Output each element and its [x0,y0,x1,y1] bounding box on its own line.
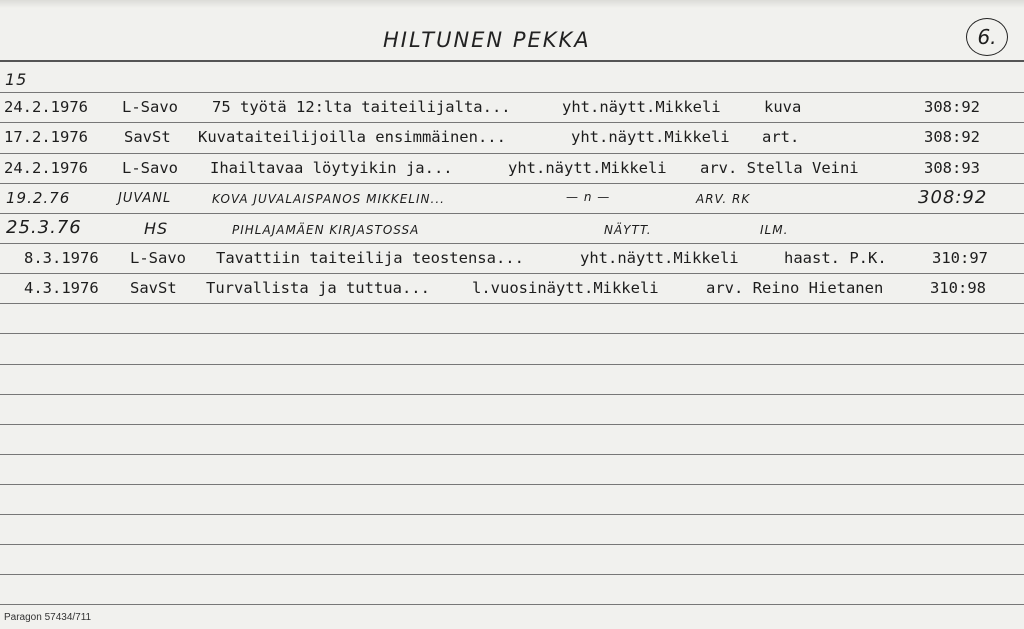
entry-date: 25.3.76 [6,217,82,238]
entry-source: SavSt [124,128,171,146]
rule-line [0,424,1024,425]
rule-line [0,454,1024,455]
rule-line [0,333,1024,334]
entry-source: L-Savo [130,249,186,267]
entry-code: 310:98 [930,279,986,297]
rule-line [0,394,1024,395]
entry-date: 19.2.76 [6,189,71,207]
entry-place: l.vuosinäytt.Mikkeli [472,279,659,297]
entry-note: arv. Stella Veini [700,159,859,177]
entry-title: Tavattiin taiteilija teostensa... [216,249,524,267]
entry-date: 17.2.1976 [4,128,88,146]
entry-source: L-Savo [122,98,178,116]
entry-place: NÄYTT. [604,223,652,237]
entry-row [0,153,1024,183]
entry-row [0,273,1024,303]
entry-date: 4.3.1976 [24,279,99,297]
rule-line [0,484,1024,485]
rule-line [0,544,1024,545]
entry-date: 24.2.1976 [4,98,88,116]
entry-code: 310:97 [932,249,988,267]
header-rule [0,60,1024,62]
entry-source: L-Savo [122,159,178,177]
entry-title: 75 työtä 12:lta taiteilijalta... [212,98,511,116]
rule-line [0,604,1024,605]
entry-row [0,92,1024,122]
card-marker: 15 [5,70,28,89]
rule-line [0,364,1024,365]
entry-note: kuva [764,98,802,116]
entry-date: 24.2.1976 [4,159,88,177]
entry-date: 8.3.1976 [24,249,99,267]
entry-row [0,122,1024,152]
page-number-circle: 6. [966,18,1008,56]
card-footer: Paragon 57434/711 [4,612,92,623]
entry-title: PIHLAJAMÄEN KIRJASTOSSA [232,223,420,237]
entry-place: yht.näytt.Mikkeli [571,128,730,146]
entry-title: Ihailtavaa löytyikin ja... [210,159,453,177]
entry-row-handwritten [0,183,1024,213]
entry-code: 308:92 [924,128,980,146]
entry-place: yht.näytt.Mikkeli [562,98,721,116]
entry-note: art. [762,128,800,146]
entry-source: SavSt [130,279,177,297]
entry-row [0,243,1024,273]
entry-note: ILM. [760,223,789,237]
entry-note: haast. P.K. [784,249,887,267]
entry-title: Turvallista ja tuttua... [206,279,430,297]
entry-note: ARV. RK [696,192,751,206]
card-name: HILTUNEN PEKKA [383,28,591,52]
entry-place: yht.näytt.Mikkeli [508,159,667,177]
rule-line [0,574,1024,575]
entry-place: yht.näytt.Mikkeli [580,249,739,267]
entry-title: Kuvataiteilijoilla ensimmäinen... [198,128,506,146]
entry-place: — n — [566,190,611,204]
rule-line [0,514,1024,515]
entry-row-handwritten [0,213,1024,243]
entry-code: 308:92 [918,187,988,208]
entry-source: JUVANL [118,191,172,206]
entry-code: 308:92 [924,98,980,116]
entry-title: KOVA JUVALAISPANOS MIKKELIN... [212,192,445,206]
entry-source: HS [144,219,169,238]
card-top-edge [0,0,1024,8]
rule-line [0,303,1024,304]
entry-note: arv. Reino Hietanen [706,279,884,297]
entry-code: 308:93 [924,159,980,177]
